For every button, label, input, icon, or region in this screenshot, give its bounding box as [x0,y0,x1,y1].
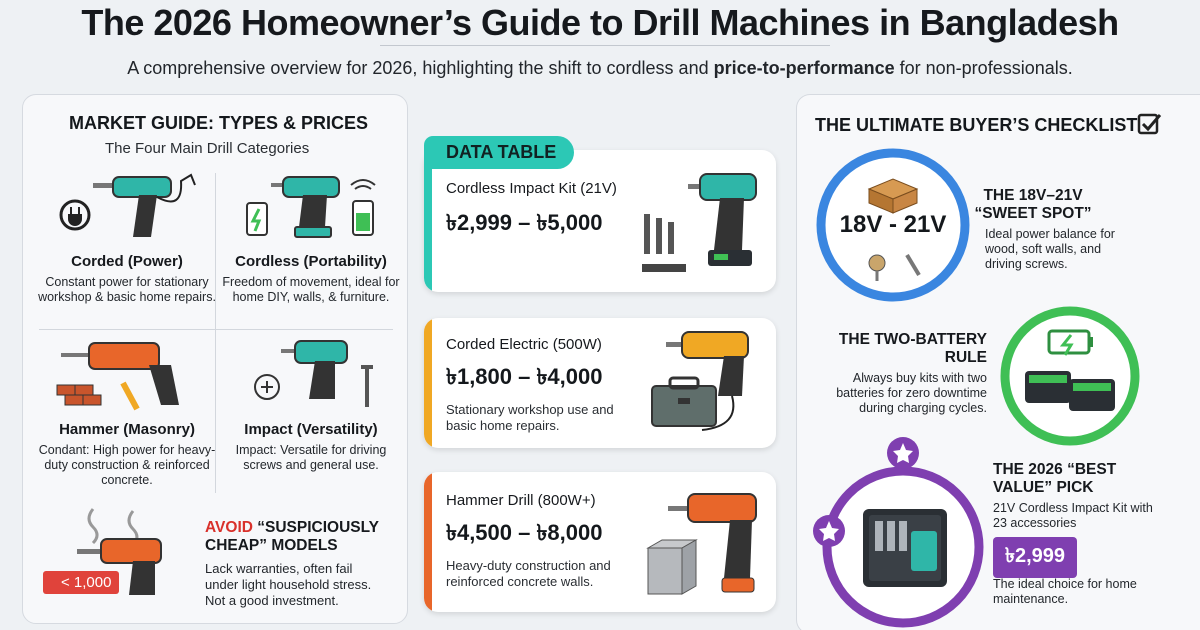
category-name-corded: Corded (Power) [71,253,183,270]
checkbox-icon [1137,111,1163,137]
category-name-cordless: Cordless (Portability) [235,253,387,270]
checklist-item-title: THE TWO-BATTERY RULE [838,331,987,366]
voltage-badge-text: 18V - 21V [839,211,947,238]
card-price: ৳4,500 – ৳8,000 [446,520,603,545]
checklist-item-desc: Ideal power balance for wood, soft walls, and driving screws. [985,227,1115,271]
best-value-note: The ideal choice for home maintenance. [993,577,1137,606]
category-desc-corded: Constant power for stationary workshop & basic home repairs. [38,275,216,304]
card-price: ৳1,800 – ৳4,000 [446,364,603,389]
card-price: ৳2,999 – ৳5,000 [446,210,603,235]
drill-kit-icon [638,164,768,284]
page-title: The 2026 Homeowner’s Guide to Drill Machines in Bangladesh [81,2,1119,43]
category-name-impact: Impact (Versatility) [244,421,378,438]
category-name-hammer: Hammer (Masonry) [59,421,195,438]
category-desc-hammer: Condant: High power for heavy-duty construction & reinforced concrete. [38,443,216,487]
category-desc-cordless: Freedom of movement, ideal for home DIY, walls, & furniture. [222,275,400,304]
page-subtitle: A comprehensive overview for 2026, highlighting the shift to cordless and price-to-performance for non-professionals. [127,58,1073,78]
impact-driver-icon [245,337,395,417]
best-value-price: ৳2,999 [993,537,1077,578]
market-guide-title: MARKET GUIDE: TYPES & PRICES [69,113,369,133]
price-card-cordless [424,150,776,292]
cheap-price-tag: < 1,000 [43,571,119,594]
hammer-drill-icon [53,335,203,415]
card-name: Hammer Drill (800W+) [446,492,596,509]
title-divider [380,45,830,46]
checklist-item-desc: Always buy kits with two batteries for zero downtime during charging cycles. [836,371,987,415]
best-value-kit-icon [805,435,995,630]
cordless-drill-icon [243,173,393,249]
avoid-title: AVOID “SUSPICIOUSLY CHEAP” MODELS [205,519,379,554]
card-stripe [424,318,432,448]
card-name: Corded Electric (500W) [446,336,602,353]
checklist-panel [796,94,1200,630]
card-name: Cordless Impact Kit (21V) [446,180,617,197]
avoid-desc: Lack warranties, often fail under light household stress. Not a good investment. [205,561,372,608]
battery-pack-icon [999,305,1141,447]
checklist-title: THE ULTIMATE BUYER’S CHECKLIST [815,115,1138,135]
corded-drill-icon [53,171,203,247]
data-table-tab[interactable]: DATA TABLE [424,136,574,169]
category-divider-h [39,329,393,330]
checklist-item-title: THE 18V–21V “SWEET SPOT” [974,187,1092,222]
checklist-item-title: THE 2026 “BEST VALUE” PICK [993,461,1117,496]
corded-drill-toolbox-icon [642,326,772,442]
price-card-hammer [424,472,776,612]
market-guide-panel [22,94,408,624]
card-stripe [424,150,432,292]
price-card-corded [424,318,776,448]
card-desc: Stationary workshop use and basic home repairs. [446,402,614,433]
market-guide-subtitle: The Four Main Drill Categories [105,140,310,157]
category-desc-impact: Impact: Versatile for driving screws and general use. [235,443,387,472]
card-stripe [424,472,432,612]
card-desc: Heavy-duty construction and reinforced concrete walls. [446,558,611,589]
hammer-drill-concrete-icon [634,484,770,604]
checklist-item-desc: 21V Cordless Impact Kit with 23 accessories [993,501,1153,530]
